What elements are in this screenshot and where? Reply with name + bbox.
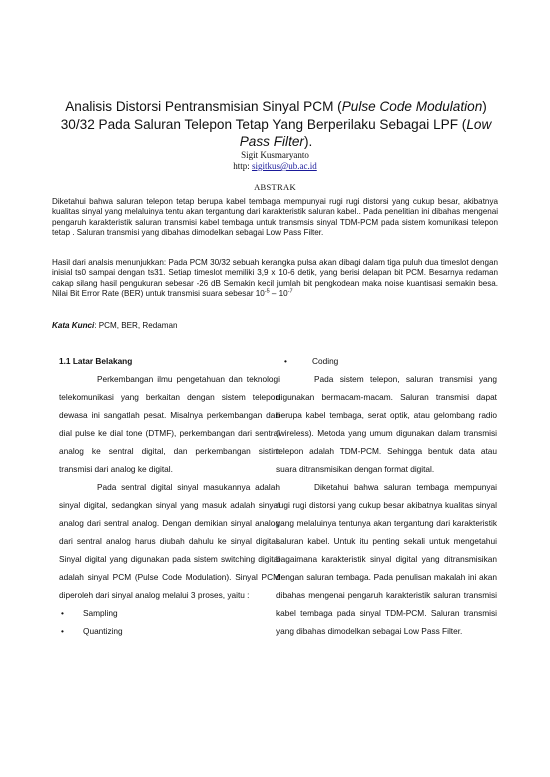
bullet-icon: • bbox=[61, 608, 64, 618]
left-column bbox=[59, 352, 280, 640]
bullet-icon: • bbox=[61, 626, 64, 636]
exponent: -5 bbox=[264, 288, 270, 295]
abstract-text: Hasil dari analsis menunjukkan: Pada PCM 30/32 sebuah kerangka pulsa akan dibagi dalam tiga puluh dua timeslot dengan inisial ts0 sampai dengan ts31. Setiap timeslot memiliki 3,9 x 10-6 detik, yang berisi delapan bit PCM. Besarnya redaman cakap silang hasil pengukuran sebesar -26 dB Semakin kecil jumlah bit pengkodean maka noise kuantisasi semakin besa. Nilai Bit Error Rate (BER) untuk transmisi suara sebesar 10 bbox=[52, 258, 498, 298]
author-contact bbox=[0, 161, 550, 172]
paper-title bbox=[56, 98, 496, 151]
list-item-text: Coding bbox=[312, 356, 339, 366]
body-paragraph: Pada sentral digital sinyal masukannya adalah sinyal digital, sedangkan sinyal yang masuk adalah sinyal analog dari sentral analog. Dengan demikian sinyal analog dari sentral analog harus diubah dahulu ke sinyal digital. Sinyal digital yang digunakan pada sistem switching digital adalah sinyal PCM (Pulse Code Modulation). Sinyal PCM diperoleh dari sinyal analog melalui 3 proses, yaitu : bbox=[59, 482, 280, 600]
list-item bbox=[59, 604, 280, 622]
exponent: -7 bbox=[287, 288, 293, 295]
section-heading: 1.1 Latar Belakang bbox=[59, 356, 133, 366]
bullet-icon: • bbox=[284, 356, 287, 366]
title-italic-term: Pulse Code Modulation bbox=[341, 99, 483, 114]
list-item-text: Quantizing bbox=[83, 626, 123, 636]
abstract-text: – 10 bbox=[269, 288, 288, 298]
list-item bbox=[276, 352, 497, 370]
abstract-paragraph-1: Diketahui bahwa saluran telepon tetap berupa kabel tembaga mempunyai rugi rugi distorsi yang cukup besar, akibatnya kualitas sinyal yang melaluinya tentu akan tergantung dari karakteristik saluran kabel.. Pada penelitian ini dibahas mengenai pengaruh karakteristik saluran transmisi kabel tembaga untuk transmsis sinyal TDM-PCM pada sistem komunikasi telepon tetap . Saluran transmisi yang dibahas dimodelkan sebagai Low Pass Filter. bbox=[52, 197, 498, 237]
contact-prefix: http: bbox=[233, 161, 252, 171]
right-column bbox=[276, 352, 497, 640]
list-item bbox=[59, 622, 280, 640]
abstract-paragraph-2 bbox=[52, 258, 498, 299]
title-text: ). bbox=[303, 134, 313, 149]
title-italic-term: Low Pass Filter bbox=[239, 116, 492, 149]
body-paragraph: Diketahui bahwa saluran tembaga mempunyai rugi rugi distorsi yang cukup besar akibatnya kualitas sinyal yang melaluinya tentunya akan tergantung dari karakteristik saluran kabel. Untuk itu penting sekali untuk mengetahui bagaimana karakteristik sinyal digital yang ditransmisikan dengan saluran tembaga. Pada penulisan makalah ini akan dibahas mengenai pengaruh karakteristik saluran transmisi kabel tembaga pada sinyal TDM-PCM. Saluran transmisi yang dibahas dimodelkan sebagai Low Pass Filter. bbox=[276, 482, 497, 636]
title-text: Analisis Distorsi Pentransmisian Sinyal PCM ( bbox=[65, 99, 342, 114]
keywords bbox=[52, 321, 498, 331]
body-paragraph: Perkembangan ilmu pengetahuan dan teknologi telekomunikasi yang berkaitan dengan sistem telepon dewasa ini sangatlah pesat. Misalnya perkembangan dari dial pulse ke dial tone (DTMF), perkembangan dari sentral analog ke sentral digital, dan perkembangan sistim transmisi dari analog ke digital. bbox=[59, 374, 280, 474]
body-paragraph: Pada sistem telepon, saluran transmisi yang digunakan bermacam-macam. Saluran transmisi dapat berupa kabel tembaga, serat optik, atau gelombang radio (wireless). Metoda yang umum digunakan dalam transmisi telepon adalah TDM-PCM. Sehingga bentuk data atau suara ditransmisikan dengan format digital. bbox=[276, 374, 497, 474]
author-name: Sigit Kusmaryanto bbox=[241, 150, 309, 160]
list-item-text: Sampling bbox=[83, 608, 118, 618]
email-link[interactable]: sigitkus@ub.ac.id bbox=[251, 161, 317, 171]
abstract-heading: ABSTRAK bbox=[254, 182, 296, 192]
title-text: ) 30/32 Pada Saluran Telepon Tetap Yang Berperilaku Sebagai LPF ( bbox=[60, 99, 487, 132]
keywords-text: : PCM, BER, Redaman bbox=[94, 321, 178, 330]
keywords-label: Kata Kunci bbox=[52, 321, 95, 330]
